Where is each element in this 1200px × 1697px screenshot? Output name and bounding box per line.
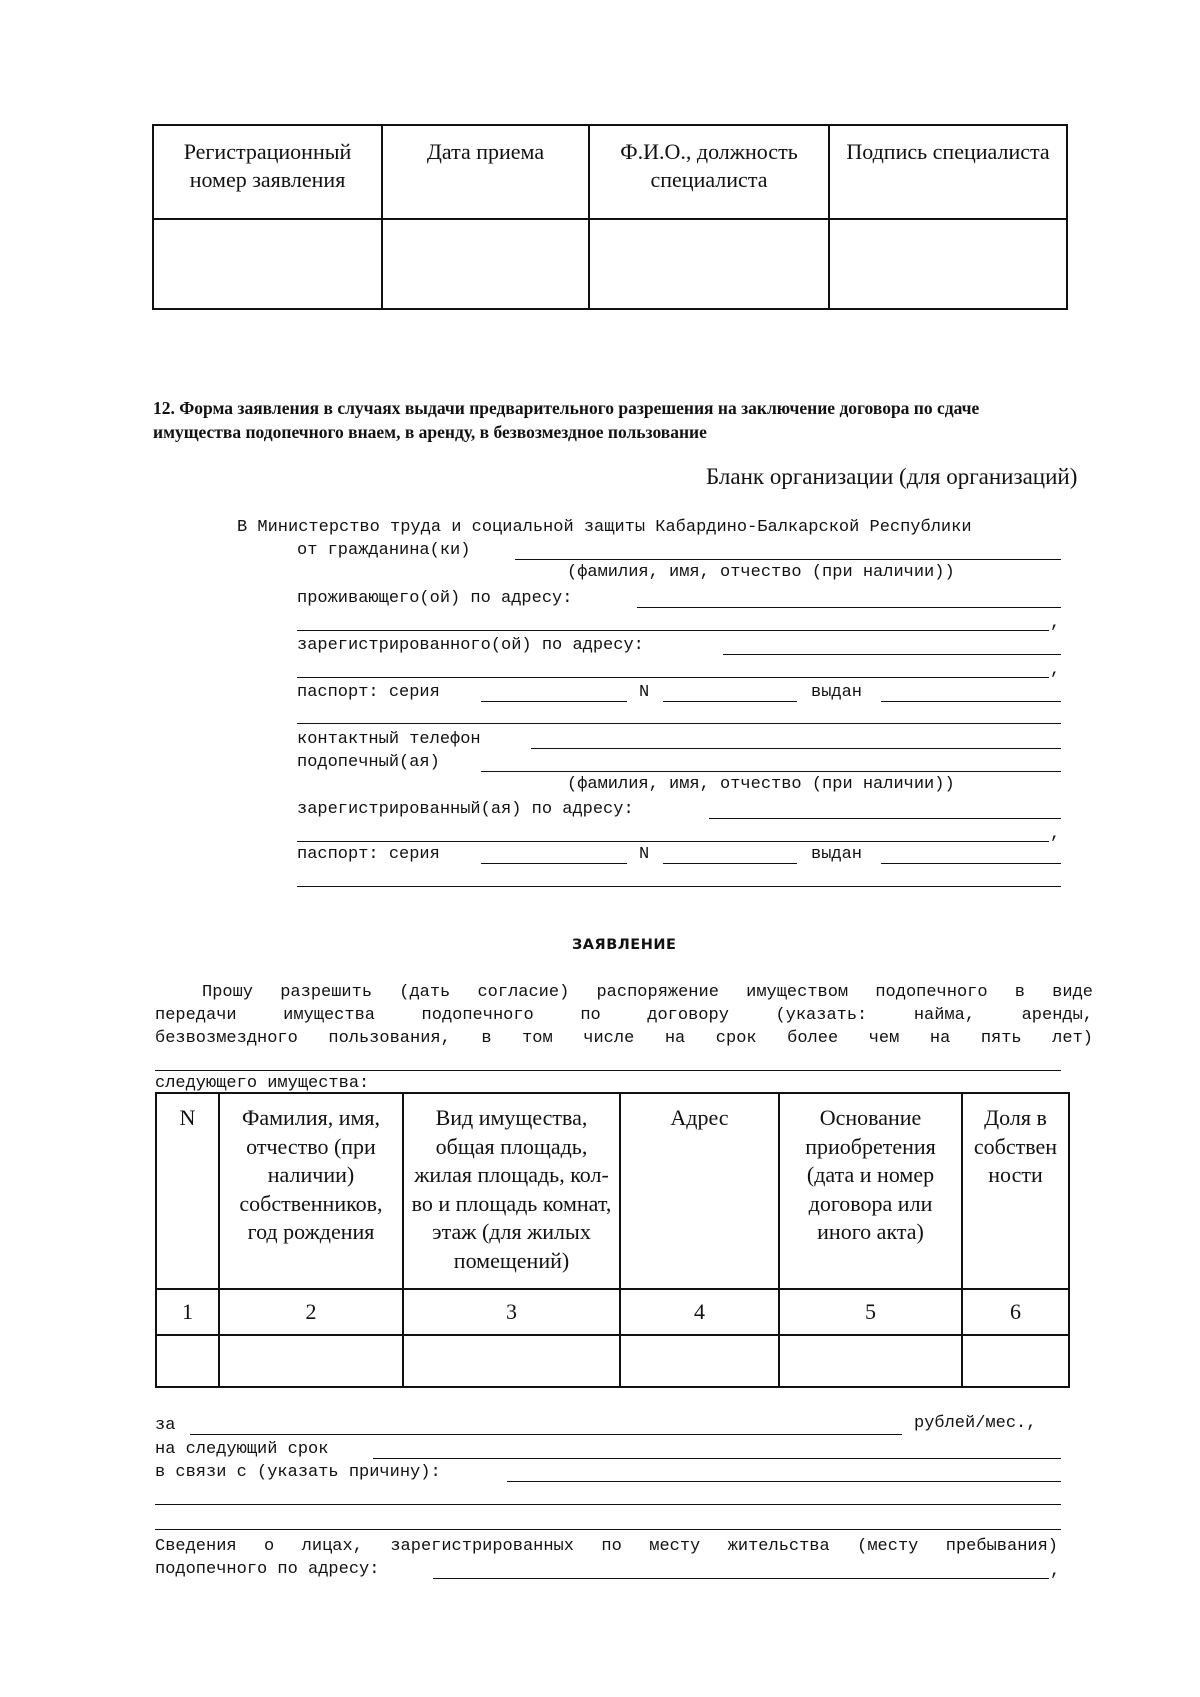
prop-header-address: Адрес [620, 1093, 779, 1289]
passport-issued-field[interactable] [881, 701, 1061, 702]
registered-address-label: зарегистрированного(ой) по адресу: [297, 636, 644, 655]
prop-header-n: N [156, 1093, 219, 1289]
reg-header-signature: Подпись специалиста [829, 125, 1067, 219]
reg-cell-number[interactable] [153, 219, 382, 309]
ward-passport-issued-field-2[interactable] [297, 886, 1061, 887]
prop-cell-share[interactable] [962, 1335, 1069, 1387]
following-property-label: следующего имущества: [155, 1074, 370, 1093]
info-line2: подопечного по адресу: [155, 1560, 380, 1579]
fio-hint: (фамилия, имя, отчество (при наличии)) [567, 563, 955, 582]
passport-series-label: паспорт: серия [297, 683, 440, 702]
reason-field-2[interactable] [155, 1504, 1061, 1505]
property-table [155, 1092, 1070, 1388]
property-table-empty-row [156, 1335, 1069, 1387]
registration-table-header-row [153, 125, 1067, 219]
ward-registered-field[interactable] [709, 818, 1061, 819]
comma-4: , [1050, 1562, 1061, 1581]
ward-passport-number-field[interactable] [663, 863, 797, 864]
statement-line2: передачи имущества подопечного по договору (указать: найма, аренды, [155, 1006, 1093, 1025]
ward-registered-label: зарегистрированный(ая) по адресу: [297, 800, 634, 819]
registration-table-empty-row [153, 219, 1067, 309]
org-blank-label: Бланк организации (для организаций) [706, 464, 1078, 489]
ward-passport-issued-label: выдан [811, 845, 863, 864]
ward-passport-series-label: паспорт: серия [297, 845, 440, 864]
ward-registered-field-2[interactable] [297, 841, 1049, 842]
term-field[interactable] [373, 1458, 1061, 1459]
rent-amount-field[interactable] [190, 1434, 902, 1435]
prop-cell-property-type[interactable] [403, 1335, 620, 1387]
section-title-line1: 12. Форма заявления в случаях выдачи предварительного разрешения на заключение договора по сдаче [153, 398, 980, 418]
prop-col-number: 6 [962, 1289, 1069, 1335]
ward-passport-series-field[interactable] [481, 863, 627, 864]
reason-field-3[interactable] [155, 1529, 1061, 1530]
rub-per-month-label: рублей/мес., [914, 1414, 1037, 1433]
reg-cell-date[interactable] [382, 219, 589, 309]
prop-header-property-type: Вид имущества, общая площадь, жилая площадь, кол-во и площадь комнат, этаж (для жилых помещений) [403, 1093, 620, 1289]
property-table-header-row [156, 1093, 1069, 1289]
prop-col-number: 4 [620, 1289, 779, 1335]
prop-cell-owners[interactable] [219, 1335, 403, 1387]
ward-address-field[interactable] [433, 1578, 1049, 1579]
residing-address-field-2[interactable] [297, 630, 1049, 631]
passport-n-label: N [639, 683, 650, 702]
prop-header-owners: Фамилия, имя, отчество (при наличии) собственников, год рождения [219, 1093, 403, 1289]
info-line1: Сведения о лицах, зарегистрированных по месту жительства (месту пребывания) [155, 1537, 1058, 1556]
comma-3: , [1050, 825, 1061, 844]
registration-table [152, 124, 1068, 310]
ward-fio-hint: (фамилия, имя, отчество (при наличии)) [567, 775, 955, 794]
term-label: на следующий срок [155, 1440, 329, 1459]
residing-address-label: проживающего(ой) по адресу: [297, 589, 573, 608]
property-table-number-row [156, 1289, 1069, 1335]
comma-2: , [1050, 661, 1061, 680]
prop-col-number: 2 [219, 1289, 403, 1335]
citizen-name-field[interactable] [515, 559, 1061, 560]
section-title-line2: имущества подопечного внаем, в аренду, в безвозмездное пользование [153, 422, 707, 442]
ward-passport-n-label: N [639, 845, 650, 864]
reg-cell-specialist[interactable] [589, 219, 829, 309]
addressee: В Министерство труда и социальной защиты Кабардино-Балкарской Республики [237, 518, 972, 537]
reason-label: в связи с (указать причину): [155, 1463, 441, 1482]
statement-field[interactable] [155, 1070, 1061, 1071]
prop-col-number: 3 [403, 1289, 620, 1335]
from-citizen-label: от гражданина(ки) [297, 541, 471, 560]
passport-series-field[interactable] [481, 701, 627, 702]
contact-phone-field[interactable] [531, 748, 1061, 749]
rent-for-label: за [155, 1416, 176, 1435]
ward-name-field[interactable] [481, 771, 1061, 772]
contact-phone-label: контактный телефон [297, 730, 481, 749]
prop-cell-basis[interactable] [779, 1335, 962, 1387]
statement-line3: безвозмездного пользования, в том числе на срок более чем на пять лет) [155, 1029, 1093, 1048]
reg-header-specialist: Ф.И.О., должность специалиста [589, 125, 829, 219]
statement-line1: Прошу разрешить (дать согласие) распоряжение имуществом подопечного в виде [202, 983, 1093, 1002]
registered-address-field-2[interactable] [297, 677, 1049, 678]
passport-issued-label: выдан [811, 683, 863, 702]
comma-1: , [1050, 614, 1061, 633]
prop-col-number: 1 [156, 1289, 219, 1335]
reg-header-date: Дата приема [382, 125, 589, 219]
statement-title: ЗАЯВЛЕНИЕ [572, 937, 677, 953]
prop-header-basis: Основание приобретения (дата и номер договора или иного акта) [779, 1093, 962, 1289]
prop-cell-n[interactable] [156, 1335, 219, 1387]
reason-field[interactable] [507, 1481, 1061, 1482]
passport-number-field[interactable] [663, 701, 797, 702]
reg-cell-signature[interactable] [829, 219, 1067, 309]
passport-issued-field-2[interactable] [297, 723, 1061, 724]
prop-cell-address[interactable] [620, 1335, 779, 1387]
prop-col-number: 5 [779, 1289, 962, 1335]
ward-label: подопечный(ая) [297, 753, 440, 772]
prop-header-share: Доля в собствен ности [962, 1093, 1069, 1289]
reg-header-number: Регистрационный номер заявления [153, 125, 382, 219]
ward-passport-issued-field[interactable] [881, 863, 1061, 864]
residing-address-field[interactable] [637, 607, 1061, 608]
registered-address-field[interactable] [723, 654, 1061, 655]
